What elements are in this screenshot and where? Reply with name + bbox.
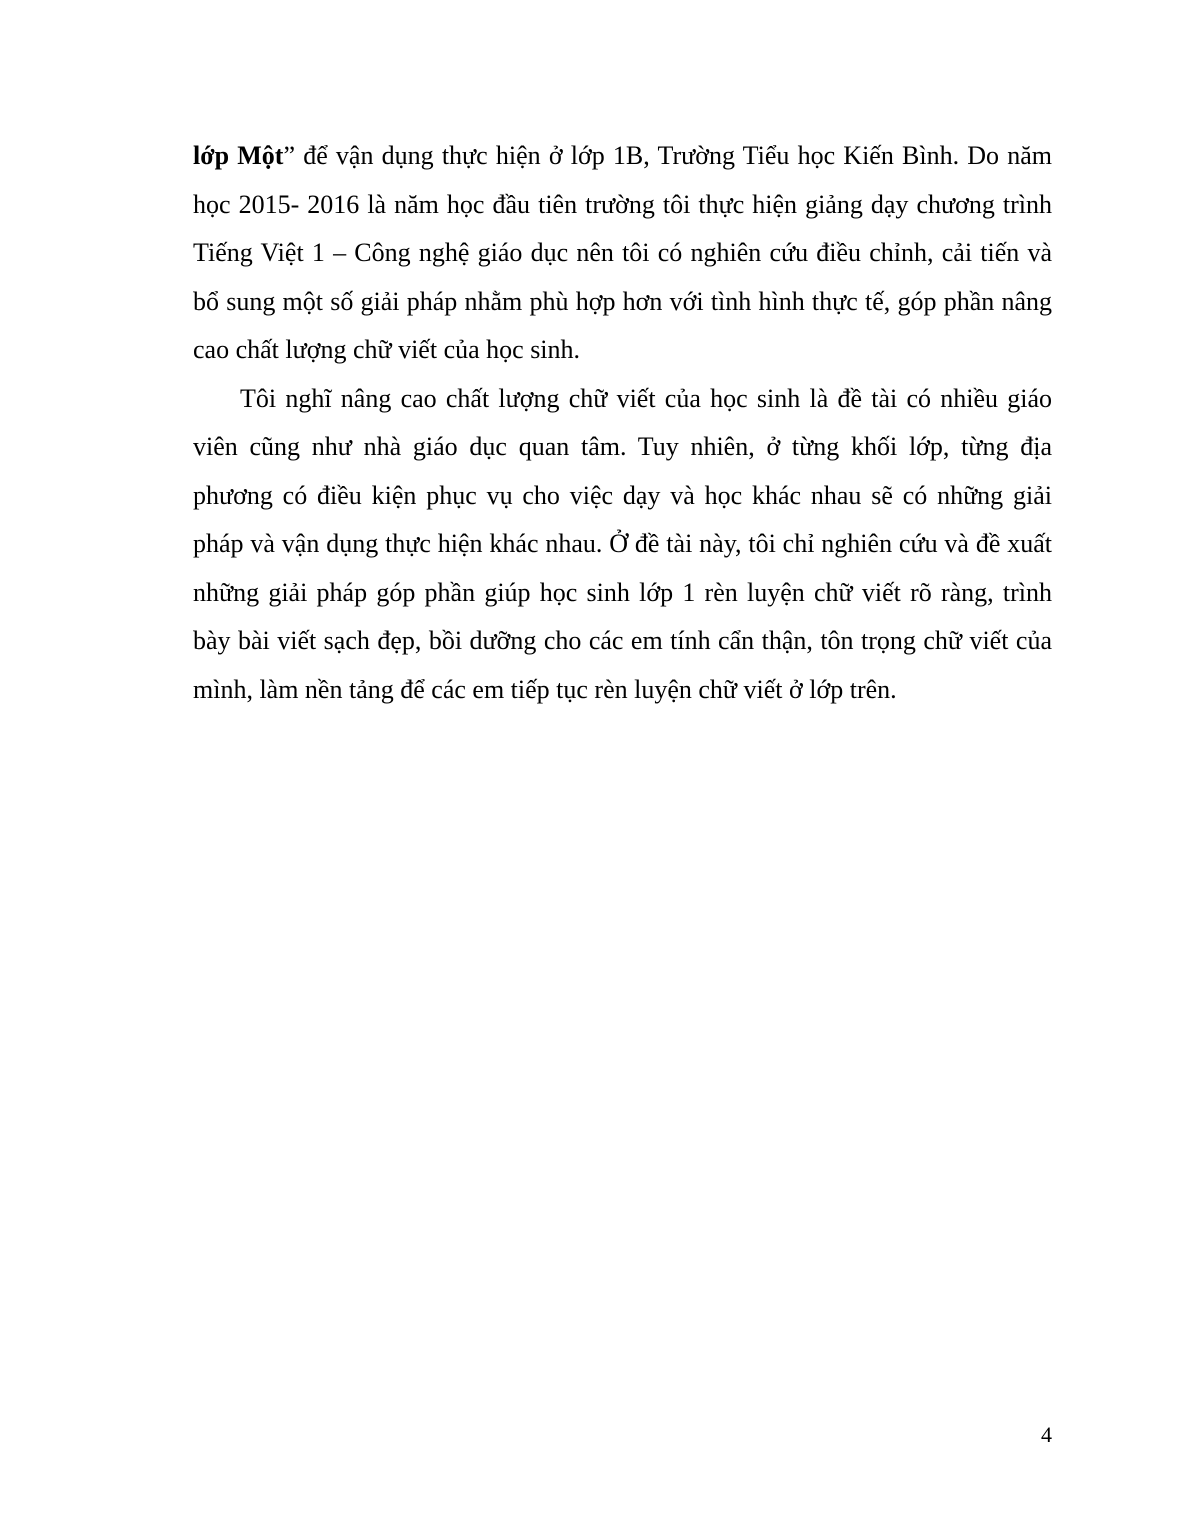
page-number: 4 [1041, 1422, 1052, 1447]
paragraph-scope: Tôi nghĩ nâng cao chất lượng chữ viết của học sinh là đề tài có nhiều giáo viên cũng như nhà giáo dục quan tâm. Tuy nhiên, ở từng khối lớp, từng địa phương có điều kiện phục vụ cho việc dạy và học khác nhau sẽ có những giải pháp và vận dụng thực hiện khác nhau. Ở đề tài này, tôi chỉ nghiên cứu và đề xuất những giải pháp góp phần giúp học sinh lớp 1 rèn luyện chữ viết rõ ràng, trình bày bài viết sạch đẹp, bồi dưỡng cho các em tính cẩn thận, tôn trọng chữ viết của mình, làm nền tảng để các em tiếp tục rèn luyện chữ viết ở lớp trên. [193, 383, 1052, 704]
body-text [193, 132, 1052, 714]
paragraph-continuation [193, 132, 1052, 375]
paragraph-continuation-text: ” để vận dụng thực hiện ở lớp 1B, Trường Tiểu học Kiến Bình. Do năm học 2015- 2016 là năm học đầu tiên trường tôi thực hiện giảng dạy chương trình Tiếng Việt 1 – Công nghệ giáo dục nên tôi có nghiên cứu điều chỉnh, cải tiến và bổ sung một số giải pháp nhằm phù hợp hơn với tình hình thực tế, góp phần nâng cao chất lượng chữ viết của học sinh. [193, 141, 1052, 364]
bold-lead-text: lớp Một [193, 141, 284, 170]
